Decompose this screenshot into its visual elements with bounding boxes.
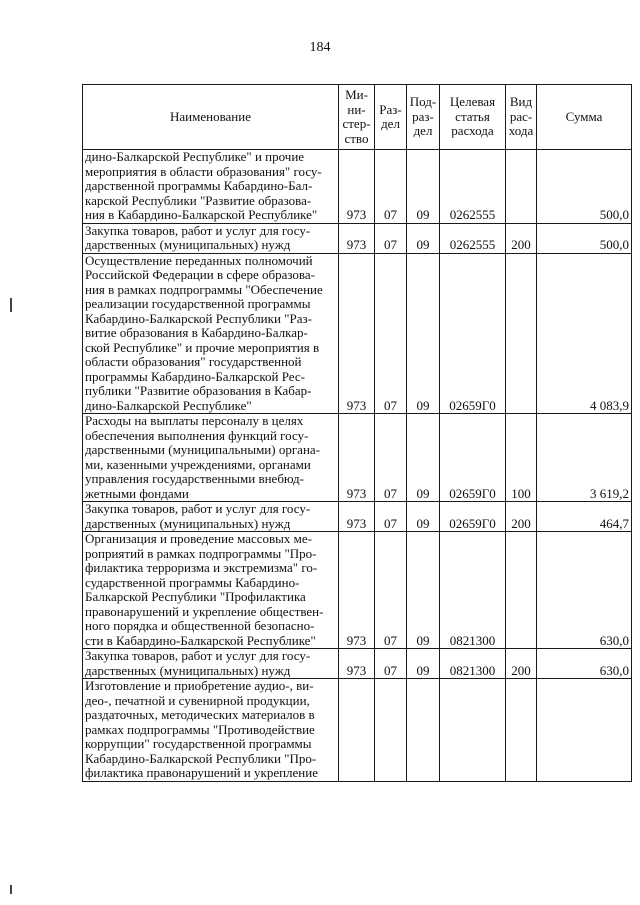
row-expense-type: 200 (506, 223, 537, 253)
row-ministry: 973 (339, 649, 375, 679)
row-name: Закупка товаров, работ и услуг для госу- дарственных (муниципальных) нужд (83, 649, 339, 679)
row-name: Закупка товаров, работ и услуг для госу- дарственных (муниципальных) нужд (83, 502, 339, 532)
row-expense-type (506, 679, 537, 782)
row-section (375, 679, 407, 782)
row-section: 07 (375, 532, 407, 649)
table-header-row (83, 85, 632, 150)
row-sum: 630,0 (537, 649, 632, 679)
table-row (83, 253, 632, 414)
table-row (83, 502, 632, 532)
header-sum: Сумма (537, 85, 632, 150)
row-subsection: 09 (407, 532, 440, 649)
page-number: 184 (309, 40, 331, 55)
row-ministry: 973 (339, 253, 375, 414)
row-target-article: 0262555 (440, 150, 506, 224)
row-name: Организация и проведение массовых ме- роприятий в рамках подпрограммы "Про- филактика терроризма и экстремизма" го- сударственной программы Кабардино- Балкарской Республики "Профилактика правонарушений и укрепление обществен- ного порядка и общественной безопасно- сти в Кабардино-Балкарской Республике" (83, 532, 339, 649)
header-name: Наименование (83, 85, 339, 150)
row-target-article: 02659Г0 (440, 414, 506, 502)
row-subsection (407, 679, 440, 782)
row-target-article: 0821300 (440, 649, 506, 679)
row-ministry: 973 (339, 532, 375, 649)
row-name: Расходы на выплаты персоналу в целях обеспечения выполнения функций госу- дарственными (муниципальными) органа- ми, казенными учреждениями, органами управления государственными внебюд- жетными фондами (83, 414, 339, 502)
row-expense-type (506, 532, 537, 649)
table-row (83, 223, 632, 253)
row-subsection: 09 (407, 253, 440, 414)
row-name: Изготовление и приобретение аудио-, ви- део-, печатной и сувенирной продукции, раздаточных, методических материалов в рамках подпрограммы "Противодействие коррупции" государственной программы Кабардино-Балкарской Республики "Про- филактика правонарушений и укрепление (83, 679, 339, 782)
header-ministry: Ми- ни- стер- ство (339, 85, 375, 150)
row-target-article: 0821300 (440, 532, 506, 649)
row-name: дино-Балкарской Республике" и прочие мероприятия в области образования" госу- дарственной программы Кабардино-Бал- карской Республики "Развитие образова- ния в Кабардино-Балкарской Республике" (83, 150, 339, 224)
row-target-article (440, 679, 506, 782)
table-row (83, 532, 632, 649)
row-expense-type: 200 (506, 649, 537, 679)
row-subsection: 09 (407, 649, 440, 679)
row-ministry: 973 (339, 150, 375, 224)
row-subsection: 09 (407, 414, 440, 502)
row-subsection: 09 (407, 223, 440, 253)
row-expense-type (506, 150, 537, 224)
row-target-article: 02659Г0 (440, 253, 506, 414)
row-ministry (339, 679, 375, 782)
table-row (83, 679, 632, 782)
row-subsection: 09 (407, 150, 440, 224)
row-section: 07 (375, 223, 407, 253)
row-ministry: 973 (339, 414, 375, 502)
table-row (83, 414, 632, 502)
margin-mark (10, 885, 12, 894)
row-expense-type (506, 253, 537, 414)
row-name: Закупка товаров, работ и услуг для госу- дарственных (муниципальных) нужд (83, 223, 339, 253)
budget-table (82, 84, 632, 782)
row-section: 07 (375, 150, 407, 224)
row-sum: 3 619,2 (537, 414, 632, 502)
header-subsection: Под- раз- дел (407, 85, 440, 150)
row-target-article: 0262555 (440, 223, 506, 253)
row-sum: 464,7 (537, 502, 632, 532)
row-expense-type: 100 (506, 414, 537, 502)
row-target-article: 02659Г0 (440, 502, 506, 532)
row-sum: 630,0 (537, 532, 632, 649)
table-row (83, 150, 632, 224)
row-name: Осуществление переданных полномочий Российской Федерации в сфере образова- ния в рамках подпрограммы "Обеспечение реализации государственной программы Кабардино-Балкарской Республики "Раз- витие образования в Кабардино-Балкар- ской Республике" и прочие мероприятия в области образования" государственной программы Кабардино-Балкарской Рес- публики "Развитие образования в Кабар- дино-Балкарской Республике" (83, 253, 339, 414)
margin-mark (10, 298, 12, 312)
row-sum: 4 083,9 (537, 253, 632, 414)
header-expense-type: Вид рас- хода (506, 85, 537, 150)
row-ministry: 973 (339, 502, 375, 532)
row-sum: 500,0 (537, 223, 632, 253)
table-row (83, 649, 632, 679)
header-target-article: Целевая статья расхода (440, 85, 506, 150)
row-sum: 500,0 (537, 150, 632, 224)
row-section: 07 (375, 502, 407, 532)
row-ministry: 973 (339, 223, 375, 253)
header-section: Раз- дел (375, 85, 407, 150)
row-expense-type: 200 (506, 502, 537, 532)
row-sum (537, 679, 632, 782)
row-section: 07 (375, 414, 407, 502)
row-section: 07 (375, 649, 407, 679)
row-section: 07 (375, 253, 407, 414)
row-subsection: 09 (407, 502, 440, 532)
